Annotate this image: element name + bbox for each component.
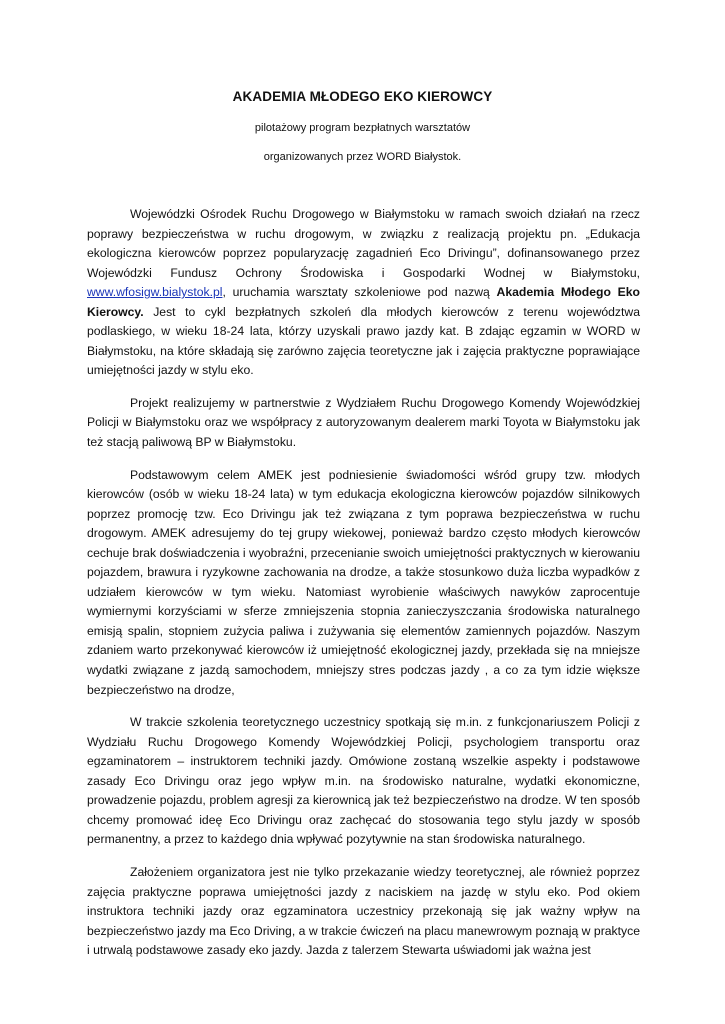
- paragraph-1-text-c: Jest to cykl bezpłatnych szkoleń dla młodych kierowców z terenu województwa podlaskiego, w wieku 18-24 lata, którzy uzyskali prawo jazdy kat. B zdając egzamin w WORD w Białymstoku, na które składają się zarówno zajęcia teoretyczne jak i zajęcia praktyczne poprawiające umiejętności jazdy w stylu eko.: [87, 304, 640, 378]
- wfosigw-link[interactable]: www.wfosigw.bialystok.pl: [87, 285, 223, 300]
- paragraph-1-text-b: , uruchamia warsztaty szkoleniowe pod nazwą: [222, 285, 497, 300]
- paragraph-1-text-a: Wojewódzki Ośrodek Ruchu Drogowego w Białymstoku w ramach swoich działań na rzecz poprawy bezpieczeństwa w ruchu drogowym, w związku z realizacją projektu pn. „Edukacja ekologiczna kierowców poprzez popularyzację zagadnień Eco Drivingu”, dofinansowanego przez Wojewódzki Fundusz Ochrony Środowiska i Gospodarki Wodnej w Białymstoku,: [87, 207, 640, 280]
- subtitle-line-2: organizowanych przez WORD Białystok.: [263, 151, 462, 163]
- paragraph-1: [87, 205, 640, 381]
- subtitle-line-1: pilotażowy program bezpłatnych warsztatów: [254, 122, 471, 134]
- paragraph-4: W trakcie szkolenia teoretycznego uczestnicy spotkają się m.in. z funkcjonariuszem Policji z Wydziału Ruchu Drogowego Komendy Wojewódzkiej Policji, psychologiem transportu oraz egzaminatorem – instruktorem techniki jazdy. Omówione zostaną wszelkie aspekty i podstawowe zasady Eco Drivingu oraz jego wpływ m.in. na środowisko naturalne, wydatki ekonomiczne, prowadzenie pojazdu, problem agresji za kierownicą jak też bezpieczeństwo na drodze. W ten sposób chcemy promować ideę Eco Drivingu oraz zachęcać do stosowania tego stylu jazdy w sposób permanentny, a przez to każdego dnia wpływać pozytywnie na stan środowiska naturalnego.: [87, 715, 640, 847]
- paragraph-3: Podstawowym celem AMEK jest podniesienie świadomości wśród grupy tzw. młodych kierowców (osób w wieku 18-24 lata) w tym edukacja ekologiczna kierowców pojazdów silnikowych poprzez promocję tzw. Eco Drivingu jak też związana z tym poprawa bezpieczeństwa w ruchu drogowym. AMEK adresujemy do tej grupy wiekowej, ponieważ bardzo często młodych kierowców cechuje brak doświadczenia i wyobraźni, przecenianie swoich umiejętności praktycznych w kierowaniu pojazdem, brawura i ryzykowne zachowania na drodze, a także stosunkowo duża liczba wypadków z udziałem kierowców w tym wieku. Natomiast wyrobienie właściwych nawyków zaprocentuje wymiernymi korzyściami w sferze zmniejszenia stopnia zanieczyszczania środowiska naturalnego emisją spalin, stopniem zużycia paliwa i zużywania się elementów zamiennych pojazdów. Naszym zdaniem warto przekonywać kierowców iż umiejętność ekologicznej jazdy, przekłada się na mniejsze wydatki związane z jazdą samochodem, mniejszy stres podczas jazdy , a co za tym idzie większe bezpieczeństwo na drodze,: [87, 467, 640, 697]
- page-title: AKADEMIA MŁODEGO EKO KIEROWCY: [232, 89, 493, 104]
- paragraph-2: Projekt realizujemy w partnerstwie z Wydziałem Ruchu Drogowego Komendy Wojewódzkiej Policji w Białymstoku oraz we współpracy z autoryzowanym dealerem marki Toyota w Białymstoku jak też stacją paliwową BP w Białymstoku.: [87, 395, 640, 450]
- paragraph-5: Założeniem organizatora jest nie tylko przekazanie wiedzy teoretycznej, ale również poprzez zajęcia praktyczne poprawa umiejętności jazdy z naciskiem na jazdę w stylu eko. Pod okiem instruktora techniki jazdy oraz egzaminatora uczestnicy przekonają się jak ważny wpływ na bezpieczeństwo jazdy ma Eco Driving, a w trakcie ćwiczeń na placu manewrowym poznają w praktyce i utrwalą podstawowe zasady eko jazdy. Jazda z talerzem Stewarta uświadomi jak ważna jest: [87, 864, 640, 958]
- program-name-bold: Akademia Młodego Eko Kierowcy.: [87, 285, 640, 319]
- document-body: [87, 205, 640, 974]
